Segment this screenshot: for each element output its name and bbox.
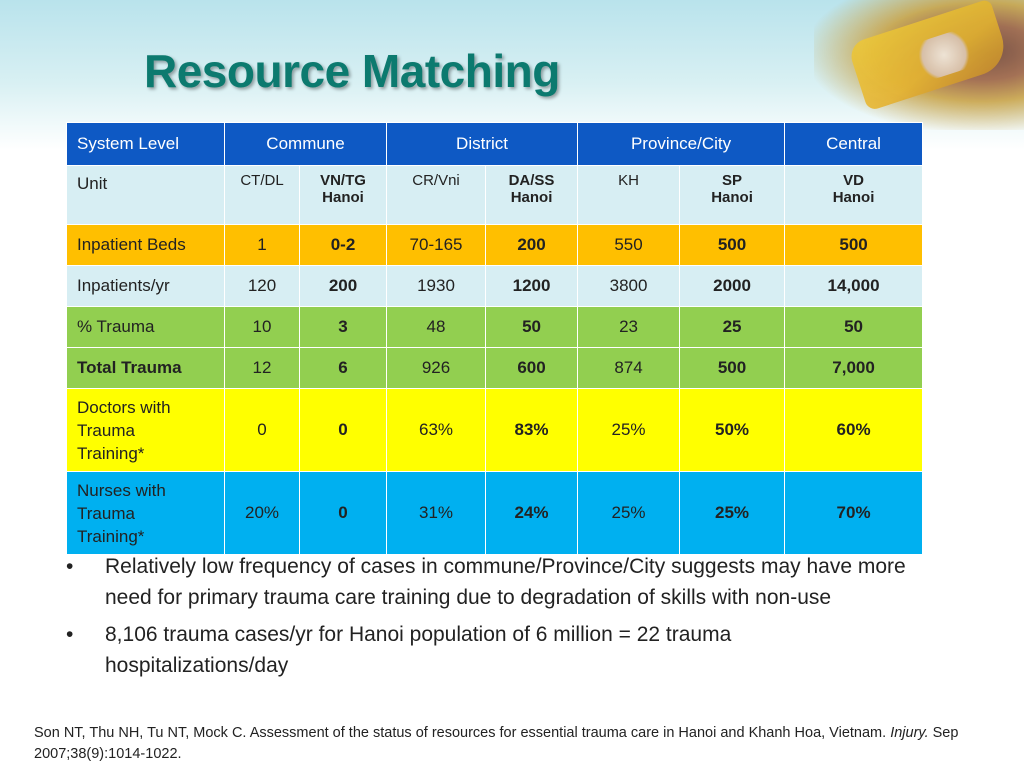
resource-table — [66, 122, 923, 555]
header-system-level: System Level — [67, 123, 225, 166]
table-header-row — [67, 123, 923, 166]
bullet-text: 8,106 trauma cases/yr for Hanoi population of 6 million = 22 trauma hospitalizations/day — [105, 623, 732, 677]
table-cell: 7,000 — [785, 348, 923, 389]
table-cell: 70% — [785, 472, 923, 555]
citation-details: Sep 2007;38(9):1014-1022. — [34, 725, 959, 762]
citation-journal: Injury. — [890, 725, 929, 741]
table-cell: 120 — [225, 266, 300, 307]
unit-cell: SP Hanoi — [680, 166, 785, 225]
table-row-inpatients-yr — [67, 266, 923, 307]
table-cell: 12 — [225, 348, 300, 389]
row-label: Inpatient Beds — [67, 225, 225, 266]
table-cell: 3800 — [578, 266, 680, 307]
header-district: District — [387, 123, 578, 166]
bullet-text: Relatively low frequency of cases in commune/Province/City suggests may have more need for primary trauma care training due to degradation of skills with non-use — [105, 555, 906, 609]
table-cell: 500 — [680, 348, 785, 389]
table-cell: 50 — [785, 307, 923, 348]
slide-title: Resource Matching — [144, 45, 560, 97]
table-cell: 500 — [785, 225, 923, 266]
table-cell: 83% — [486, 389, 578, 472]
table-cell: 48 — [387, 307, 486, 348]
table-cell: 25% — [578, 472, 680, 555]
unit-cell: CT/DL — [225, 166, 300, 225]
table-cell: 500 — [680, 225, 785, 266]
table-cell: 0 — [300, 389, 387, 472]
row-label: Doctors with Trauma Training* — [67, 389, 225, 472]
table-cell: 1200 — [486, 266, 578, 307]
row-label: Inpatients/yr — [67, 266, 225, 307]
list-item — [66, 551, 916, 613]
header-central: Central — [785, 123, 923, 166]
table-cell: 0 — [225, 389, 300, 472]
citation-text: Son NT, Thu NH, Tu NT, Mock C. Assessment of the status of resources for essential trauma care in Hanoi and Khanh Hoa, Vietnam. — [34, 725, 891, 741]
row-label: % Trauma — [67, 307, 225, 348]
table-row-total-trauma — [67, 348, 923, 389]
table-cell: 0-2 — [300, 225, 387, 266]
table-row-nurses-trauma-training — [67, 472, 923, 555]
table-cell: 874 — [578, 348, 680, 389]
table-cell: 25% — [578, 389, 680, 472]
table-cell: 63% — [387, 389, 486, 472]
unit-cell: KH — [578, 166, 680, 225]
table-cell: 3 — [300, 307, 387, 348]
row-label: Total Trauma — [67, 348, 225, 389]
table-row-inpatient-beds — [67, 225, 923, 266]
table-cell: 50 — [486, 307, 578, 348]
table-cell: 6 — [300, 348, 387, 389]
table-cell: 10 — [225, 307, 300, 348]
table-row-unit — [67, 166, 923, 225]
table-cell: 25% — [680, 472, 785, 555]
table-cell: 24% — [486, 472, 578, 555]
table-cell: 60% — [785, 389, 923, 472]
header-province-city: Province/City — [578, 123, 785, 166]
bullet-marker: • — [66, 555, 74, 578]
unit-cell: CR/Vni — [387, 166, 486, 225]
table-cell: 200 — [486, 225, 578, 266]
row-label: Unit — [67, 166, 225, 225]
table-cell: 14,000 — [785, 266, 923, 307]
table-row-pct-trauma — [67, 307, 923, 348]
table-cell: 550 — [578, 225, 680, 266]
ambulance-photo — [814, 0, 1024, 130]
table-cell: 0 — [300, 472, 387, 555]
row-label: Nurses with Trauma Training* — [67, 472, 225, 555]
list-item — [66, 619, 916, 681]
table-cell: 50% — [680, 389, 785, 472]
table-row-doctors-trauma-training — [67, 389, 923, 472]
table-cell: 200 — [300, 266, 387, 307]
table-cell: 600 — [486, 348, 578, 389]
table-cell: 1 — [225, 225, 300, 266]
unit-cell: VD Hanoi — [785, 166, 923, 225]
table-cell: 25 — [680, 307, 785, 348]
bullet-marker: • — [66, 623, 74, 646]
table-cell: 2000 — [680, 266, 785, 307]
table-cell: 70-165 — [387, 225, 486, 266]
table-cell: 31% — [387, 472, 486, 555]
bullet-list — [66, 551, 916, 687]
header-commune: Commune — [225, 123, 387, 166]
unit-cell: DA/SS Hanoi — [486, 166, 578, 225]
table-cell: 1930 — [387, 266, 486, 307]
table-cell: 23 — [578, 307, 680, 348]
citation — [34, 723, 994, 765]
unit-cell: VN/TG Hanoi — [300, 166, 387, 225]
table-cell: 926 — [387, 348, 486, 389]
table-cell: 20% — [225, 472, 300, 555]
